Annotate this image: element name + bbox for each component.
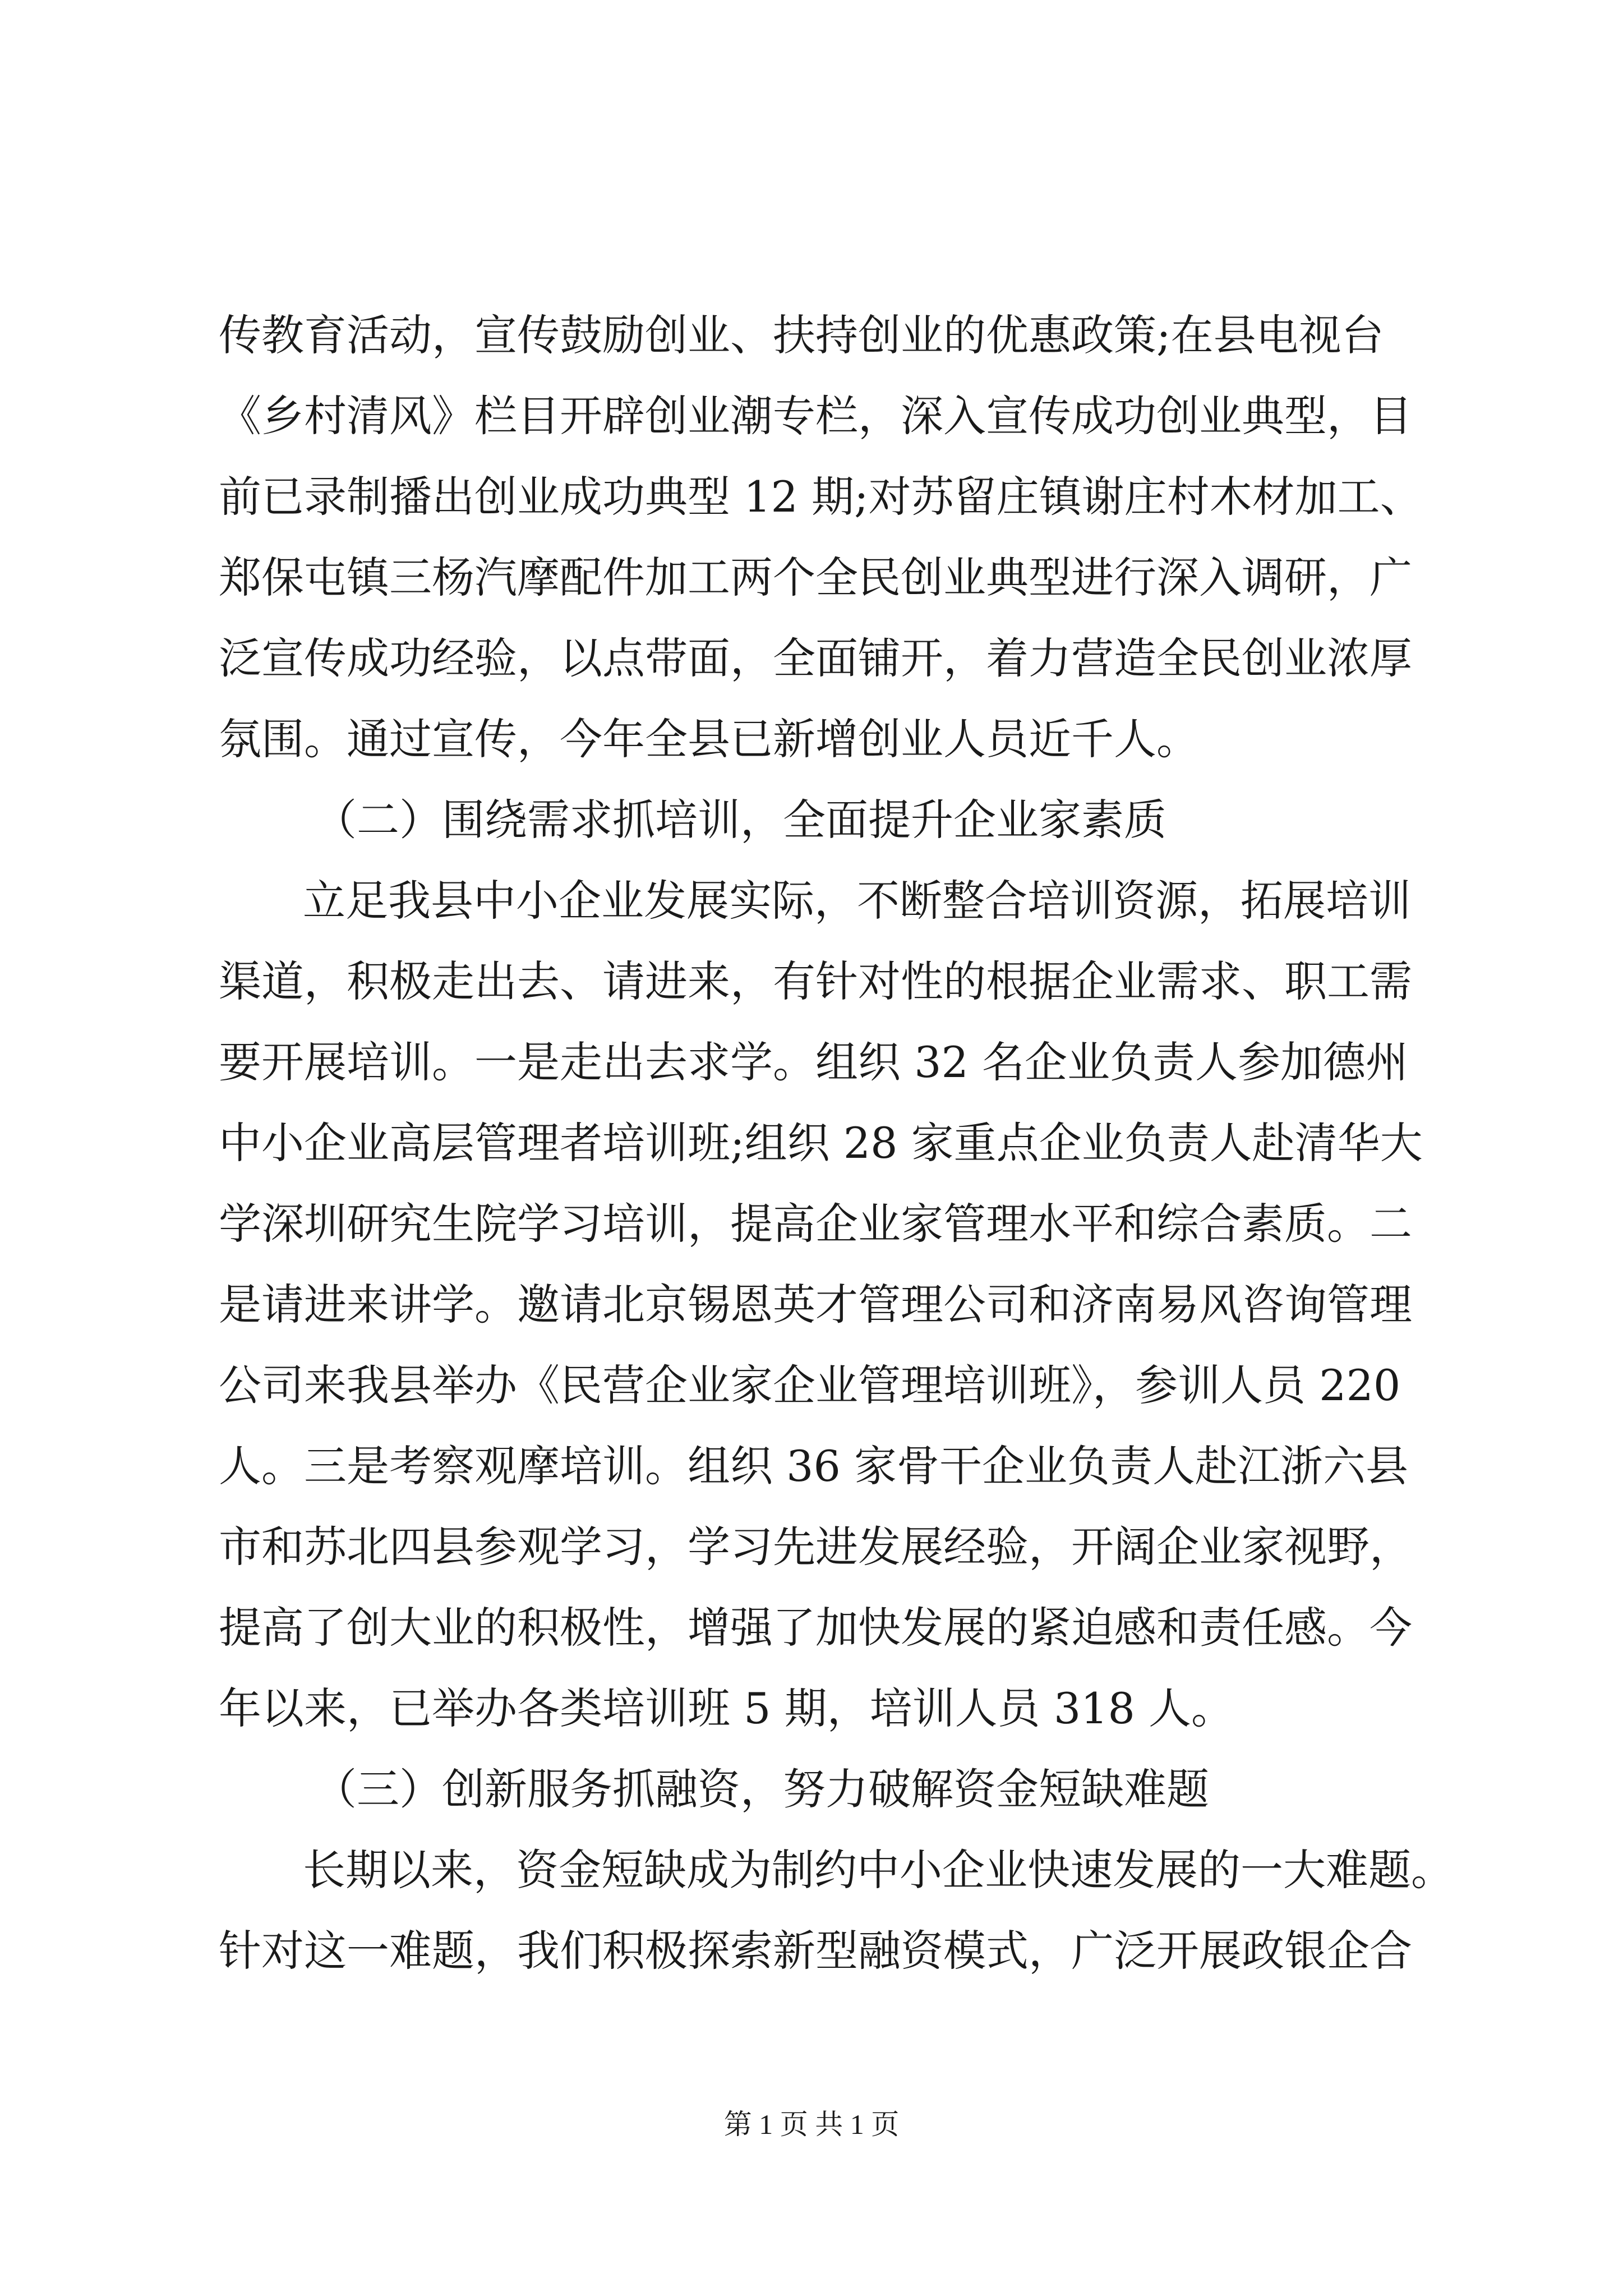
- paragraph-first-line: 长期以来，资金短缺成为制约中小企业快速发展的一大难题。: [303, 1845, 1454, 1895]
- body-text-line: 中小企业高层管理者培训班;组织 28 家重点企业负责人赴清华大: [219, 1118, 1423, 1168]
- body-text-line: 学深圳研究生院学习培训，提高企业家管理水平和综合素质。二: [219, 1199, 1412, 1249]
- paragraph-first-line: 立足我县中小企业发展实际，不断整合培训资源，拓展培训: [303, 876, 1411, 926]
- section-heading: （三）创新服务抓融资，努力破解资金短缺难题: [314, 1764, 1209, 1814]
- page-footer: 第 1 页 共 1 页: [723, 2109, 900, 2140]
- body-text-line: 郑保屯镇三杨汽摩配件加工两个全民创业典型进行深入调研，广: [219, 553, 1412, 602]
- body-text-line: 公司来我县举办《民营企业家企业管理培训班》，参训人员 220: [219, 1360, 1401, 1410]
- body-text-line: 《乡村清风》栏目开辟创业潮专栏，深入宣传成功创业典型，目: [219, 391, 1412, 441]
- body-text-line: 是请进来讲学。邀请北京锡恩英才管理公司和济南易风咨询管理: [219, 1280, 1412, 1329]
- section-heading: （二）围绕需求抓培训，全面提升企业家素质: [314, 795, 1166, 845]
- body-text-line: 针对这一难题，我们积极探索新型融资模式，广泛开展政银企合: [219, 1926, 1412, 1976]
- body-text-line: 氛围。通过宣传，今年全县已新增创业人员近千人。: [219, 714, 1199, 764]
- body-text-line: 要开展培训。一是走出去求学。组织 32 名企业负责人参加德州: [219, 1037, 1409, 1087]
- body-text-line: 传教育活动，宣传鼓励创业、扶持创业的优惠政策;在县电视台: [219, 310, 1384, 360]
- body-text-line: 泛宣传成功经验，以点带面，全面铺开，着力营造全民创业浓厚: [219, 633, 1412, 683]
- body-text-line: 人。三是考察观摩培训。组织 36 家骨干企业负责人赴江浙六县: [219, 1441, 1409, 1491]
- body-text-line: 年以来，已举办各类培训班 5 期，培训人员 318 人。: [219, 1683, 1234, 1733]
- body-text-line: 提高了创大业的积极性，增强了加快发展的紧迫感和责任感。今: [219, 1603, 1412, 1653]
- body-text-line: 前已录制播出创业成功典型 12 期;对苏留庄镇谢庄村木材加工、: [219, 472, 1423, 522]
- body-text-line: 市和苏北四县参观学习，学习先进发展经验，开阔企业家视野，: [219, 1522, 1412, 1572]
- body-text-line: 渠道，积极走出去、请进来，有针对性的根据企业需求、职工需: [219, 956, 1412, 1006]
